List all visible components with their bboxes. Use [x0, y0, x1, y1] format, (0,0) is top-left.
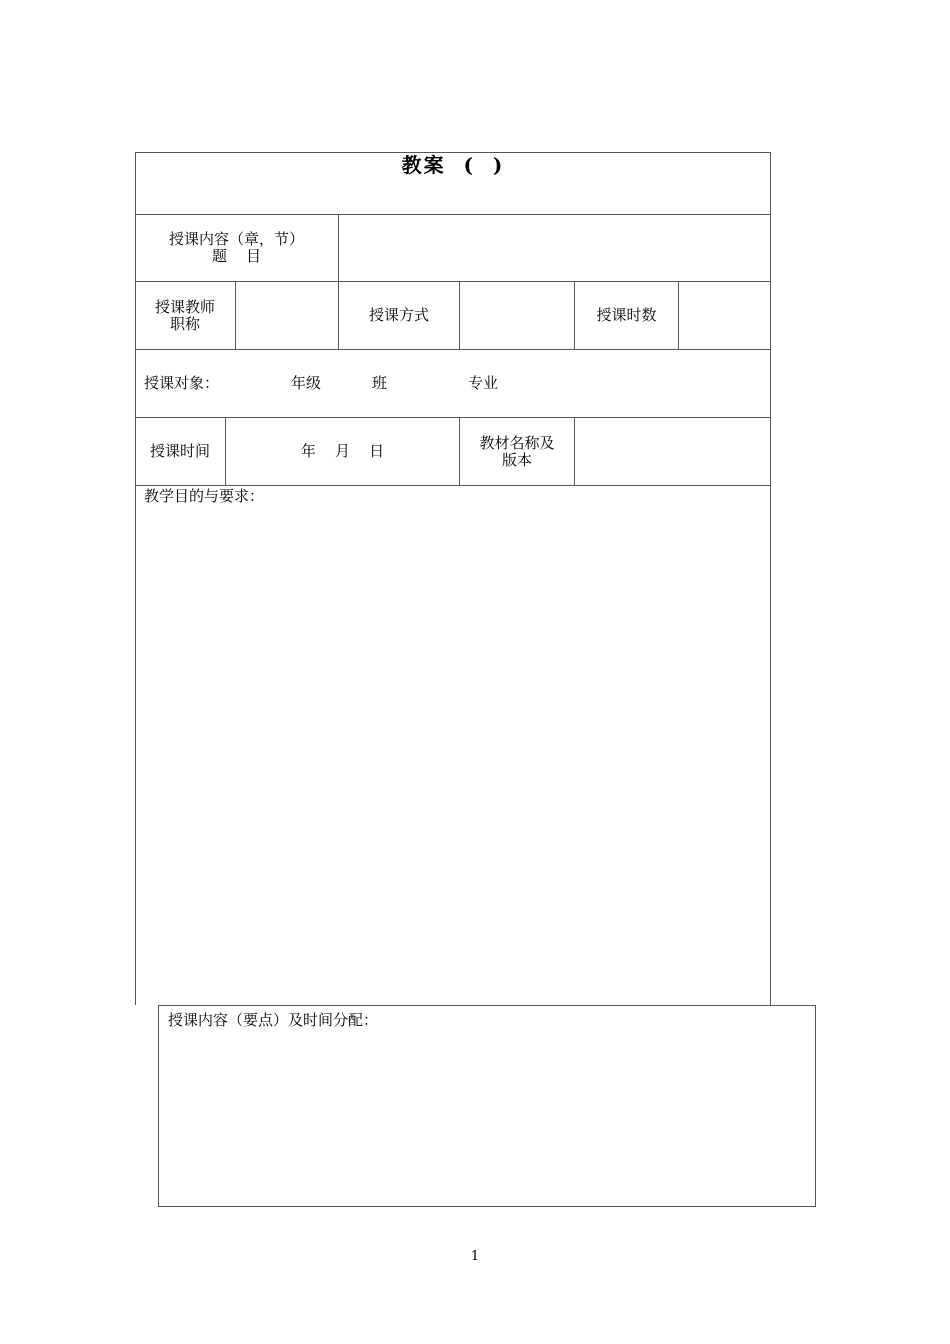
content-time-allocation-section[interactable] [158, 1005, 816, 1207]
content-time-allocation-label: 授课内容（要点）及时间分配： [168, 1011, 379, 1029]
teaching-objectives-label: 教学目的与要求： [144, 487, 265, 505]
teaching-date-value[interactable] [226, 418, 460, 486]
teaching-hours-label [575, 282, 679, 350]
teaching-method-label [339, 282, 460, 350]
textbook-label-line2: 版本 [501, 450, 532, 469]
teacher-title-label-line1: 授课教师 [154, 297, 215, 316]
document-title [135, 152, 771, 215]
teacher-title-label-line2: 职称 [169, 314, 200, 333]
teaching-objectives-section[interactable] [135, 486, 771, 1005]
teaching-time-label [135, 418, 226, 486]
textbook-label [460, 418, 575, 486]
teaching-hours-value[interactable] [679, 282, 771, 350]
class-label: 班 [372, 374, 388, 392]
teaching-target-row [135, 350, 771, 418]
chapter-section-label-line2: 题 目 [211, 247, 262, 265]
teaching-target-label: 授课对象： [144, 374, 220, 392]
chapter-section-label-line1: 授课内容（章，节） [168, 230, 304, 248]
teaching-method-value[interactable] [460, 282, 575, 350]
major-label: 专业 [468, 374, 499, 392]
teaching-hours-label-text: 授课时数 [596, 306, 657, 324]
textbook-value[interactable] [575, 418, 771, 486]
teaching-time-label-text: 授课时间 [149, 442, 210, 460]
teacher-title-value[interactable] [236, 282, 339, 350]
document-title-text: 教案 ( ) [401, 153, 505, 177]
grade-label: 年级 [291, 374, 322, 392]
textbook-label-line1: 教材名称及 [479, 433, 555, 452]
teacher-title-label [135, 282, 236, 350]
chapter-section-value[interactable] [339, 215, 771, 282]
teaching-date-text: 年 月 日 [300, 442, 385, 460]
chapter-section-label [135, 215, 339, 282]
page-number: 1 [470, 1249, 480, 1264]
teaching-method-label-text: 授课方式 [368, 306, 429, 324]
